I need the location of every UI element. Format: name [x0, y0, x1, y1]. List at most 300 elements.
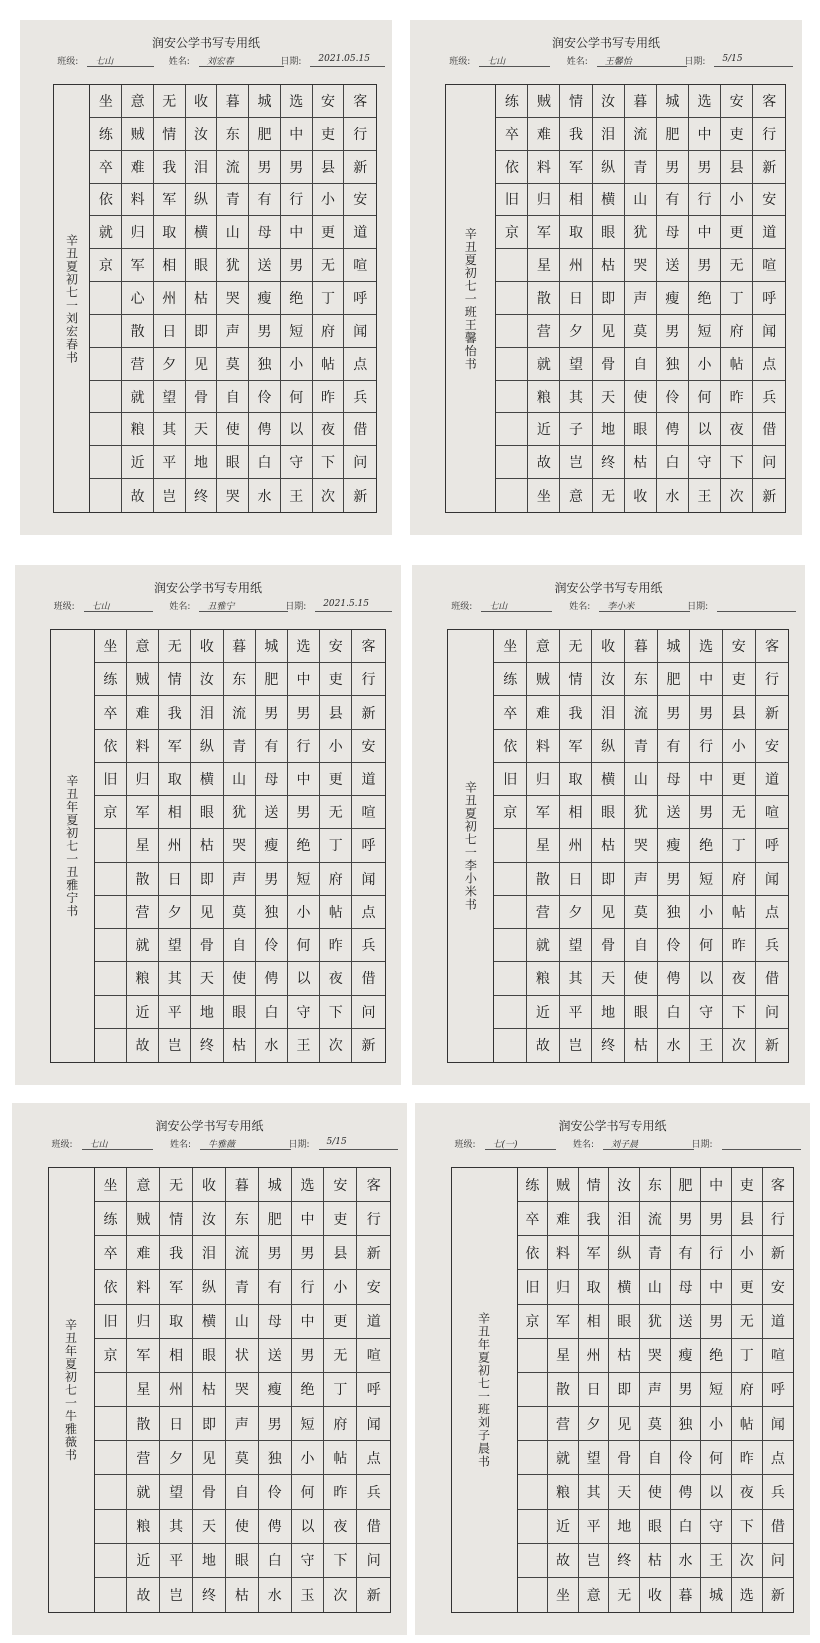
character-cell: 次	[721, 479, 753, 512]
character-cell: 声	[226, 1407, 259, 1441]
character-cell: 横	[186, 216, 218, 249]
character-cell: 问	[756, 996, 789, 1029]
character-cell: 县	[324, 1236, 357, 1270]
character-cell	[518, 1373, 549, 1407]
character-cell	[494, 863, 527, 896]
signature-column	[452, 1168, 518, 1612]
character-cell	[95, 1029, 127, 1062]
character-cell: 纵	[186, 184, 218, 217]
character-cell: 卒	[90, 151, 122, 184]
character-cell: 流	[625, 118, 657, 151]
character-cell: 男	[701, 1202, 732, 1236]
character-cell: 以	[281, 413, 313, 446]
character-cell: 呼	[753, 282, 785, 315]
character-cell: 伶	[671, 1441, 702, 1475]
character-cell: 横	[609, 1270, 640, 1304]
character-cell: 昨	[723, 929, 756, 962]
character-cell: 骨	[593, 348, 625, 381]
character-cell: 小	[701, 1407, 732, 1441]
character-cell: 天	[186, 413, 218, 446]
character-cell: 新	[353, 488, 368, 505]
character-cell: 安	[723, 630, 756, 663]
character-cell: 京	[518, 1305, 549, 1339]
date-value: 2021.5.15	[323, 599, 369, 609]
character-cell: 点	[357, 1441, 390, 1475]
character-cell: 男	[671, 1373, 702, 1407]
character-cell: 闻	[352, 863, 384, 896]
character-cell: 望	[560, 929, 593, 962]
character-cell: 横	[191, 763, 223, 796]
character-cell: 子	[560, 413, 592, 446]
worksheet	[15, 565, 401, 1085]
character-cell: 见	[592, 896, 625, 929]
character-cell: 丁	[732, 1339, 763, 1373]
name-value: 刘宏春	[206, 57, 234, 67]
character-cell: 归	[122, 216, 154, 249]
signature-text: 辛丑年夏初七一丑雅宁书	[64, 774, 79, 918]
character-cell: 岂	[159, 1029, 191, 1062]
character-cell: 意	[127, 1168, 160, 1202]
character-cell: 相	[159, 796, 191, 829]
character-cell: 军	[560, 151, 592, 184]
character-cell: 昨	[324, 1475, 357, 1509]
character-cell: 帖	[723, 896, 756, 929]
character-cell: 地	[186, 446, 218, 479]
character-cell: 坐	[548, 1578, 579, 1612]
character-cell: 点	[753, 348, 785, 381]
character-cell: 旧	[95, 1305, 128, 1339]
character-cell: 情	[560, 663, 593, 696]
info-row	[12, 1137, 407, 1153]
character-cell: 吏	[320, 663, 352, 696]
character-cell: 卒	[95, 696, 127, 729]
character-cell: 暮	[217, 85, 249, 118]
character-cell: 何	[689, 381, 721, 414]
character-cell	[95, 896, 127, 929]
character-cell: 粮	[527, 962, 560, 995]
character-cell: 王	[701, 1544, 732, 1578]
character-cell: 天	[191, 962, 223, 995]
character-cell: 自	[625, 348, 657, 381]
character-cell: 使	[625, 962, 658, 995]
character-cell: 王	[281, 479, 313, 512]
character-cell: 就	[127, 929, 159, 962]
character-cell: 中	[701, 1168, 732, 1202]
class-value: 七山	[95, 57, 114, 67]
character-cell: 纵	[592, 730, 625, 763]
character-cell: 即	[193, 1407, 226, 1441]
character-cell: 男	[657, 151, 689, 184]
character-cell: 行	[357, 1202, 390, 1236]
character-cell: 瘦	[658, 829, 691, 862]
character-cell: 县	[723, 696, 756, 729]
character-cell: 情	[154, 118, 186, 151]
character-cell	[95, 829, 127, 862]
character-cell: 眼	[592, 796, 625, 829]
character-cell: 伶	[658, 929, 691, 962]
character-cell: 泪	[186, 151, 218, 184]
character-cell: 新	[763, 1236, 794, 1270]
character-cell: 独	[658, 896, 691, 929]
character-cell: 营	[127, 1441, 160, 1475]
character-cell: 中	[689, 118, 721, 151]
character-cell: 卒	[518, 1202, 549, 1236]
character-cell: 难	[127, 696, 159, 729]
character-cell: 昨	[320, 929, 352, 962]
character-cell: 坐	[95, 1168, 128, 1202]
date-value-line	[717, 599, 796, 612]
character-cell: 练	[90, 118, 122, 151]
character-cells	[95, 630, 385, 1062]
character-cell: 依	[90, 184, 122, 217]
character-cell: 新	[770, 1587, 785, 1604]
character-cell: 绝	[292, 1373, 325, 1407]
character-cell: 选	[288, 630, 320, 663]
character-cell: 新	[357, 1236, 390, 1270]
character-cell: 帖	[313, 348, 345, 381]
character-cell	[494, 1029, 527, 1062]
character-cell: 无	[313, 249, 345, 282]
character-cell: 难	[528, 118, 560, 151]
character-cell: 点	[344, 348, 376, 381]
character-cell: 白	[259, 1544, 292, 1578]
character-cell	[518, 1339, 549, 1373]
character-cell: 小	[732, 1236, 763, 1270]
character-cells	[90, 85, 376, 512]
character-cell: 星	[127, 829, 159, 862]
character-cell: 闻	[753, 315, 785, 348]
character-cell	[95, 863, 127, 896]
character-cell: 意	[127, 630, 159, 663]
character-cell: 横	[592, 763, 625, 796]
character-cell: 安	[753, 184, 785, 217]
character-cell: 中	[701, 1270, 732, 1304]
character-cell: 守	[701, 1510, 732, 1544]
character-cell: 行	[292, 1270, 325, 1304]
character-cell: 散	[527, 863, 560, 896]
character-cell: 枯	[224, 1029, 256, 1062]
character-cell: 眼	[593, 216, 625, 249]
character-cell: 声	[640, 1373, 671, 1407]
character-cell: 地	[193, 1544, 226, 1578]
character-cell: 暮	[224, 630, 256, 663]
character-cell: 望	[160, 1475, 193, 1509]
character-cell: 下	[320, 996, 352, 1029]
character-cell: 归	[548, 1270, 579, 1304]
character-cell	[95, 1441, 128, 1475]
character-cell: 兵	[357, 1475, 390, 1509]
info-row	[15, 599, 401, 615]
character-cell	[95, 929, 127, 962]
character-cell: 送	[259, 1339, 292, 1373]
character-cell: 夜	[313, 413, 345, 446]
character-cell: 营	[528, 315, 560, 348]
character-cell: 夕	[160, 1441, 193, 1475]
character-cell: 哭	[224, 829, 256, 862]
character-cell: 丁	[721, 282, 753, 315]
character-cells	[518, 1168, 794, 1612]
character-cell: 星	[527, 829, 560, 862]
character-cell: 次	[313, 479, 345, 512]
character-cell: 地	[191, 996, 223, 1029]
character-cell: 闻	[344, 315, 376, 348]
character-cell: 守	[288, 996, 320, 1029]
date-value: 5/15	[326, 1137, 347, 1147]
character-cell: 王	[689, 479, 721, 512]
character-cell: 小	[721, 184, 753, 217]
character-cell: 下	[732, 1510, 763, 1544]
character-cell: 下	[324, 1544, 357, 1578]
character-cell: 其	[159, 962, 191, 995]
character-cell: 枯	[226, 1578, 259, 1612]
character-cell: 见	[593, 315, 625, 348]
signature-column	[49, 1168, 95, 1612]
character-cell: 纵	[191, 730, 223, 763]
character-cell: 粮	[127, 962, 159, 995]
character-cell: 散	[127, 863, 159, 896]
character-cell: 无	[593, 479, 625, 512]
character-cell	[90, 479, 122, 512]
character-cell: 故	[548, 1544, 579, 1578]
character-cell: 道	[763, 1305, 794, 1339]
character-cell: 京	[95, 796, 127, 829]
character-cell: 山	[226, 1305, 259, 1339]
character-cell: 问	[344, 446, 376, 479]
character-cell: 绝	[281, 282, 313, 315]
character-cell: 呼	[357, 1373, 390, 1407]
character-cell: 收	[186, 85, 218, 118]
name-label: 姓名:	[566, 57, 588, 67]
character-cell: 安	[763, 1270, 794, 1304]
character-cell	[518, 1510, 549, 1544]
character-cell: 流	[625, 696, 658, 729]
character-cell: 料	[122, 184, 154, 217]
character-cell: 男	[256, 863, 288, 896]
character-cell: 使	[226, 1510, 259, 1544]
character-cell: 暮	[625, 630, 658, 663]
character-cell: 男	[292, 1236, 325, 1270]
character-cell: 呼	[756, 829, 789, 862]
character-cell: 州	[159, 829, 191, 862]
character-cell: 近	[127, 996, 159, 1029]
character-cell: 无	[732, 1305, 763, 1339]
name-label: 姓名:	[170, 1140, 192, 1150]
character-cell: 粮	[548, 1475, 579, 1509]
character-cell: 俜	[671, 1475, 702, 1509]
character-cell: 取	[159, 763, 191, 796]
character-cell: 日	[560, 282, 592, 315]
character-cell: 汝	[609, 1168, 640, 1202]
character-cell: 天	[593, 381, 625, 414]
character-cell: 府	[732, 1373, 763, 1407]
character-cell: 中	[281, 216, 313, 249]
date-value: 5/15	[722, 54, 743, 64]
character-cell: 日	[160, 1407, 193, 1441]
character-cell: 东	[217, 118, 249, 151]
character-cell: 选	[292, 1168, 325, 1202]
character-cell: 日	[579, 1373, 610, 1407]
character-cell: 见	[191, 896, 223, 929]
character-cell: 枯	[191, 829, 223, 862]
character-cell: 送	[249, 249, 281, 282]
character-cell: 客	[753, 85, 785, 118]
character-cell: 营	[548, 1407, 579, 1441]
character-cell: 伶	[259, 1475, 292, 1509]
class-label: 班级:	[454, 1140, 476, 1150]
character-cell: 军	[528, 216, 560, 249]
character-cell: 以	[292, 1510, 325, 1544]
character-cell: 依	[518, 1236, 549, 1270]
character-cell: 新	[753, 151, 785, 184]
character-cell: 白	[256, 996, 288, 1029]
character-cell: 兵	[763, 1475, 794, 1509]
class-label: 班级:	[449, 57, 471, 67]
character-cell: 府	[723, 863, 756, 896]
character-cell: 伶	[657, 381, 689, 414]
worksheet	[410, 20, 802, 535]
character-cell: 城	[256, 630, 288, 663]
character-cell: 何	[288, 929, 320, 962]
character-cell: 无	[159, 630, 191, 663]
character-cell: 昨	[732, 1441, 763, 1475]
character-cell: 男	[249, 151, 281, 184]
character-cell: 肥	[657, 118, 689, 151]
character-cell: 夕	[560, 896, 593, 929]
character-cell: 有	[256, 730, 288, 763]
character-cell: 青	[625, 730, 658, 763]
character-cell: 中	[689, 216, 721, 249]
character-cell: 青	[217, 184, 249, 217]
character-cell: 男	[689, 151, 721, 184]
character-cell: 青	[625, 151, 657, 184]
character-cell: 归	[527, 763, 560, 796]
character-cell: 依	[95, 1270, 128, 1304]
character-cell: 夜	[732, 1475, 763, 1509]
info-row	[412, 599, 805, 615]
character-cell	[518, 1407, 549, 1441]
character-cell: 独	[259, 1441, 292, 1475]
character-cell: 故	[127, 1029, 159, 1062]
character-cell: 练	[494, 663, 527, 696]
character-cell: 纵	[609, 1236, 640, 1270]
character-cell: 借	[763, 1510, 794, 1544]
character-cell: 青	[224, 730, 256, 763]
character-cell: 俜	[256, 962, 288, 995]
character-cell: 终	[191, 1029, 223, 1062]
character-cell: 帖	[721, 348, 753, 381]
character-cell: 母	[658, 763, 691, 796]
character-cell: 泪	[193, 1236, 226, 1270]
character-cell: 中	[292, 1202, 325, 1236]
character-cell: 次	[320, 1029, 352, 1062]
character-cell	[518, 1441, 549, 1475]
character-cell: 使	[217, 413, 249, 446]
date-label: 日期:	[687, 602, 709, 612]
character-cell: 州	[160, 1373, 193, 1407]
character-cell	[90, 381, 122, 414]
character-cell	[494, 896, 527, 929]
character-cell: 母	[657, 216, 689, 249]
signature-text: 辛丑年夏初七一牛雅薇书	[63, 1318, 78, 1462]
character-cell: 俜	[657, 413, 689, 446]
character-cell	[496, 315, 528, 348]
character-cell: 丁	[324, 1373, 357, 1407]
character-cell: 伶	[249, 381, 281, 414]
character-cell: 男	[288, 696, 320, 729]
character-cell: 帖	[732, 1407, 763, 1441]
class-label: 班级:	[57, 57, 79, 67]
character-cell: 男	[689, 249, 721, 282]
character-cell: 独	[249, 348, 281, 381]
character-cell: 城	[249, 85, 281, 118]
character-cell: 取	[560, 763, 593, 796]
character-cell: 无	[721, 249, 753, 282]
character-cell: 散	[122, 315, 154, 348]
class-label: 班级:	[451, 602, 473, 612]
character-cell	[496, 413, 528, 446]
character-cell: 依	[95, 730, 127, 763]
character-cell	[95, 1373, 128, 1407]
character-cell: 更	[721, 216, 753, 249]
character-cell: 青	[226, 1270, 259, 1304]
character-cell: 散	[528, 282, 560, 315]
character-cell: 瘦	[657, 282, 689, 315]
character-cell: 军	[127, 796, 159, 829]
character-cell: 闻	[756, 863, 789, 896]
signature-text: 辛丑年夏初七一班刘子晨书	[476, 1312, 491, 1468]
name-label: 姓名:	[168, 57, 190, 67]
character-cell: 守	[281, 446, 313, 479]
character-cell: 坐	[90, 85, 122, 118]
character-cell: 依	[494, 730, 527, 763]
character-cell: 意	[122, 85, 154, 118]
date-label: 日期:	[691, 1140, 713, 1150]
character-cell: 料	[548, 1236, 579, 1270]
character-cell: 汝	[592, 663, 625, 696]
character-cell: 汝	[191, 663, 223, 696]
character-cell: 骨	[186, 381, 218, 414]
character-cell: 母	[671, 1270, 702, 1304]
character-cell: 客	[352, 630, 384, 663]
character-cell	[95, 1475, 128, 1509]
character-cell: 行	[689, 184, 721, 217]
character-cell: 男	[690, 796, 723, 829]
character-cell: 安	[320, 630, 352, 663]
character-cell: 近	[548, 1510, 579, 1544]
character-cell: 无	[160, 1168, 193, 1202]
character-cell: 行	[701, 1236, 732, 1270]
character-cell: 自	[224, 929, 256, 962]
character-cell: 送	[671, 1305, 702, 1339]
character-cell: 下	[723, 996, 756, 1029]
character-cell: 夕	[154, 348, 186, 381]
character-cell: 日	[154, 315, 186, 348]
character-cell: 瘦	[256, 829, 288, 862]
character-cell: 问	[352, 996, 384, 1029]
date-label: 日期:	[285, 602, 307, 612]
character-cell: 犹	[625, 796, 658, 829]
date-label: 日期:	[280, 57, 302, 67]
character-cell: 难	[548, 1202, 579, 1236]
character-cell: 喧	[763, 1339, 794, 1373]
signature-column	[446, 85, 496, 512]
character-cell: 星	[548, 1339, 579, 1373]
character-cell: 短	[288, 863, 320, 896]
character-cell: 贼	[122, 118, 154, 151]
character-cell	[90, 446, 122, 479]
character-cell: 纵	[193, 1270, 226, 1304]
character-cell: 泪	[593, 118, 625, 151]
